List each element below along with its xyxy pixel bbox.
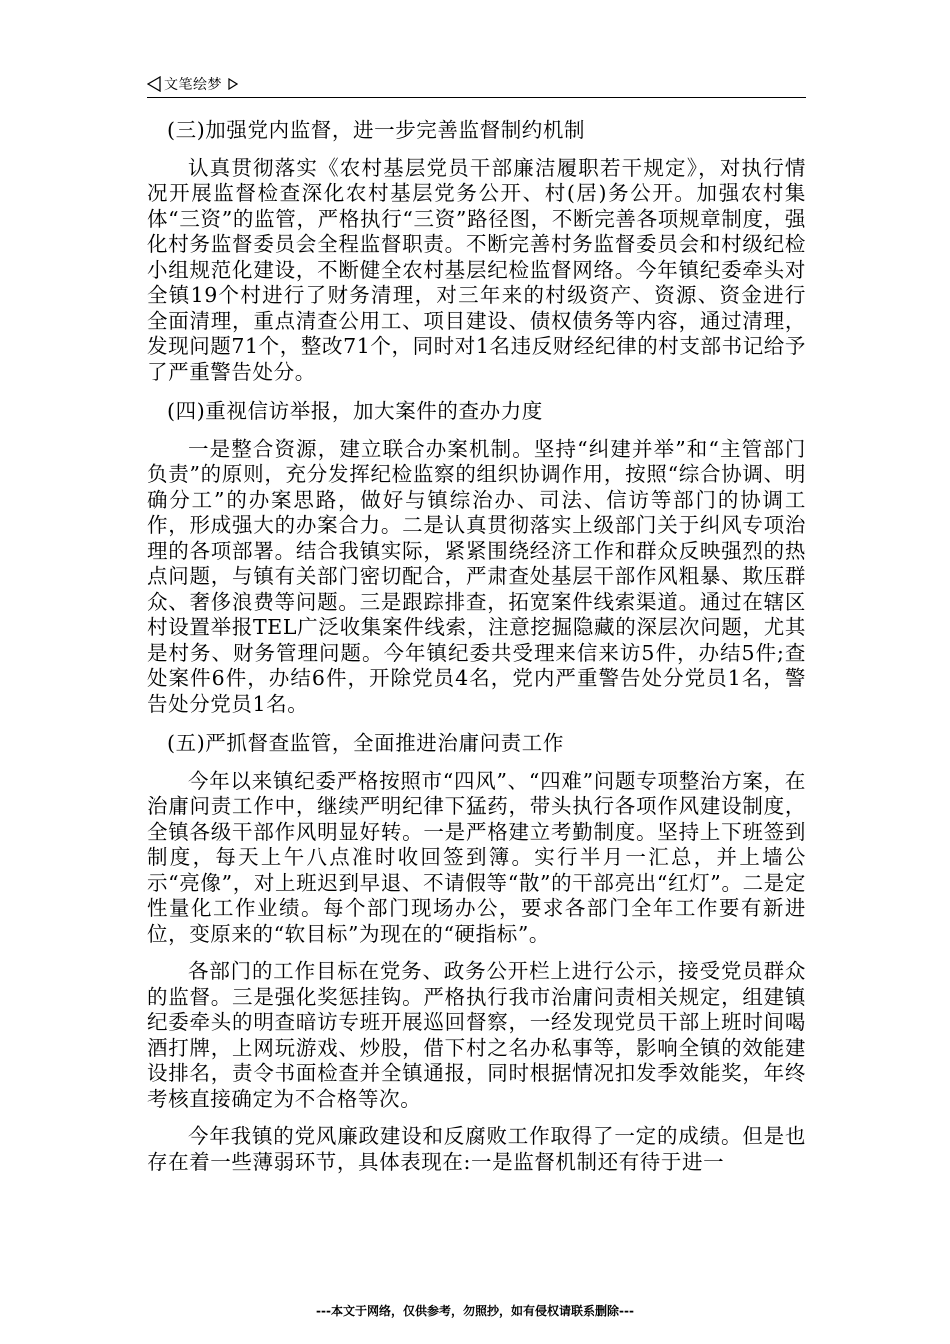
paragraph-supervision: 认真贯彻落实《农村基层党员干部廉洁履职若干规定》，对执行情况开展监督检查深化农村基层党务公开、村(居)务公开。加强农村集体“三资”的监管，严格执行“三资”路径图，不断完善各项规章制度，强化村务监督委员会全程监督职责。不断完善村务监督委员会和村级纪检小组规范化建设，不断健全农村基层纪检监督网络。今年镇纪委牵头对全镇19个村进行了财务清理，对三年来的村级资产、资源、资金进行全面清理，重点清查公用工、项目建设、债权债务等内容，通过清理，发现问题71个，整改71个，同时对1名违反财经纪律的村支部书记给予了严重警告处分。 (147, 155, 807, 384)
section-heading-5: (五)严抓督查监管，全面推进治庸问责工作 (167, 731, 564, 755)
paragraph-summary: 今年我镇的党风廉政建设和反腐败工作取得了一定的成绩。但是也存在着一些薄弱环节，具体表现在:一是监督机制还有待于进一 (147, 1124, 806, 1174)
section-heading-3: (三)加强党内监督，进一步完善监督制约机制 (167, 118, 586, 142)
section-heading-4: (四)重视信访举报，加大案件的查办力度 (167, 399, 543, 423)
document-body (147, 118, 806, 1175)
brand-name: 文笔绘梦 (164, 77, 222, 93)
brand-logo (147, 74, 238, 94)
triangle-right-icon (228, 78, 238, 90)
page-header (147, 74, 806, 98)
paragraph-targets: 各部门的工作目标在党务、政务公开栏上进行公示，接受党员群众的监督。三是强化奖惩挂钩。严格执行我市治庸问责相关规定，组建镇纪委牵头的明查暗访专班开展巡回督察，一经发现党员干部上班时间喝酒打牌，上网玩游戏、炒股，借下村之名办私事等，影响全镇的效能建设排名，责令书面检查并全镇通报，同时根据情况扣发季效能奖，年终考核直接确定为不合格等次。 (147, 959, 806, 1111)
paragraph-accountability: 今年以来镇纪委严格按照市“四风”、“四难”问题专项整治方案，在治庸问责工作中，继续严明纪律下猛药，带头执行各项作风建设制度，全镇各级干部作风明显好转。一是严格建立考勤制度。坚持上下班签到制度，每天上午八点准时收回签到簿。实行半月一汇总，并上墙公示“亮像”，对上班迟到早退、不请假等“散”的干部亮出“红灯”。二是定性量化工作业绩。每个部门现场办公，要求各部门全年工作要有新进位，变原来的“软目标”为现在的“硬指标”。 (147, 768, 806, 946)
triangle-left-icon (147, 76, 161, 92)
page-footer-disclaimer: ---本文于网络，仅供参考，勿照抄，如有侵权请联系删除--- (316, 1304, 634, 1318)
paragraph-petitions: 一是整合资源，建立联合办案机制。坚持“纠建并举”和“主管部门负责”的原则，充分发挥纪检监察的组织协调作用，按照“综合协调、明确分工”的办案思路，做好与镇综治办、司法、信访等部门的协调工作，形成强大的办案合力。二是认真贯彻落实上级部门关于纠风专项治理的各项部署。结合我镇实际，紧紧围绕经济工作和群众反映强烈的热点问题，与镇有关部门密切配合，严肃查处基层干部作风粗暴、欺压群众、奢侈浪费等问题。三是跟踪排查，拓宽案件线索渠道。通过在辖区村设置举报TEL广泛收集案件线索，注意挖掘隐藏的深层次问题，尤其是村务、财务管理问题。今年镇纪委共受理来信来访5件，办结5件;查处案件6件，办结6件，开除党员4名，党内严重警告处分党员1名，警告处分党员1名。 (147, 436, 806, 716)
header-rule (147, 97, 806, 98)
